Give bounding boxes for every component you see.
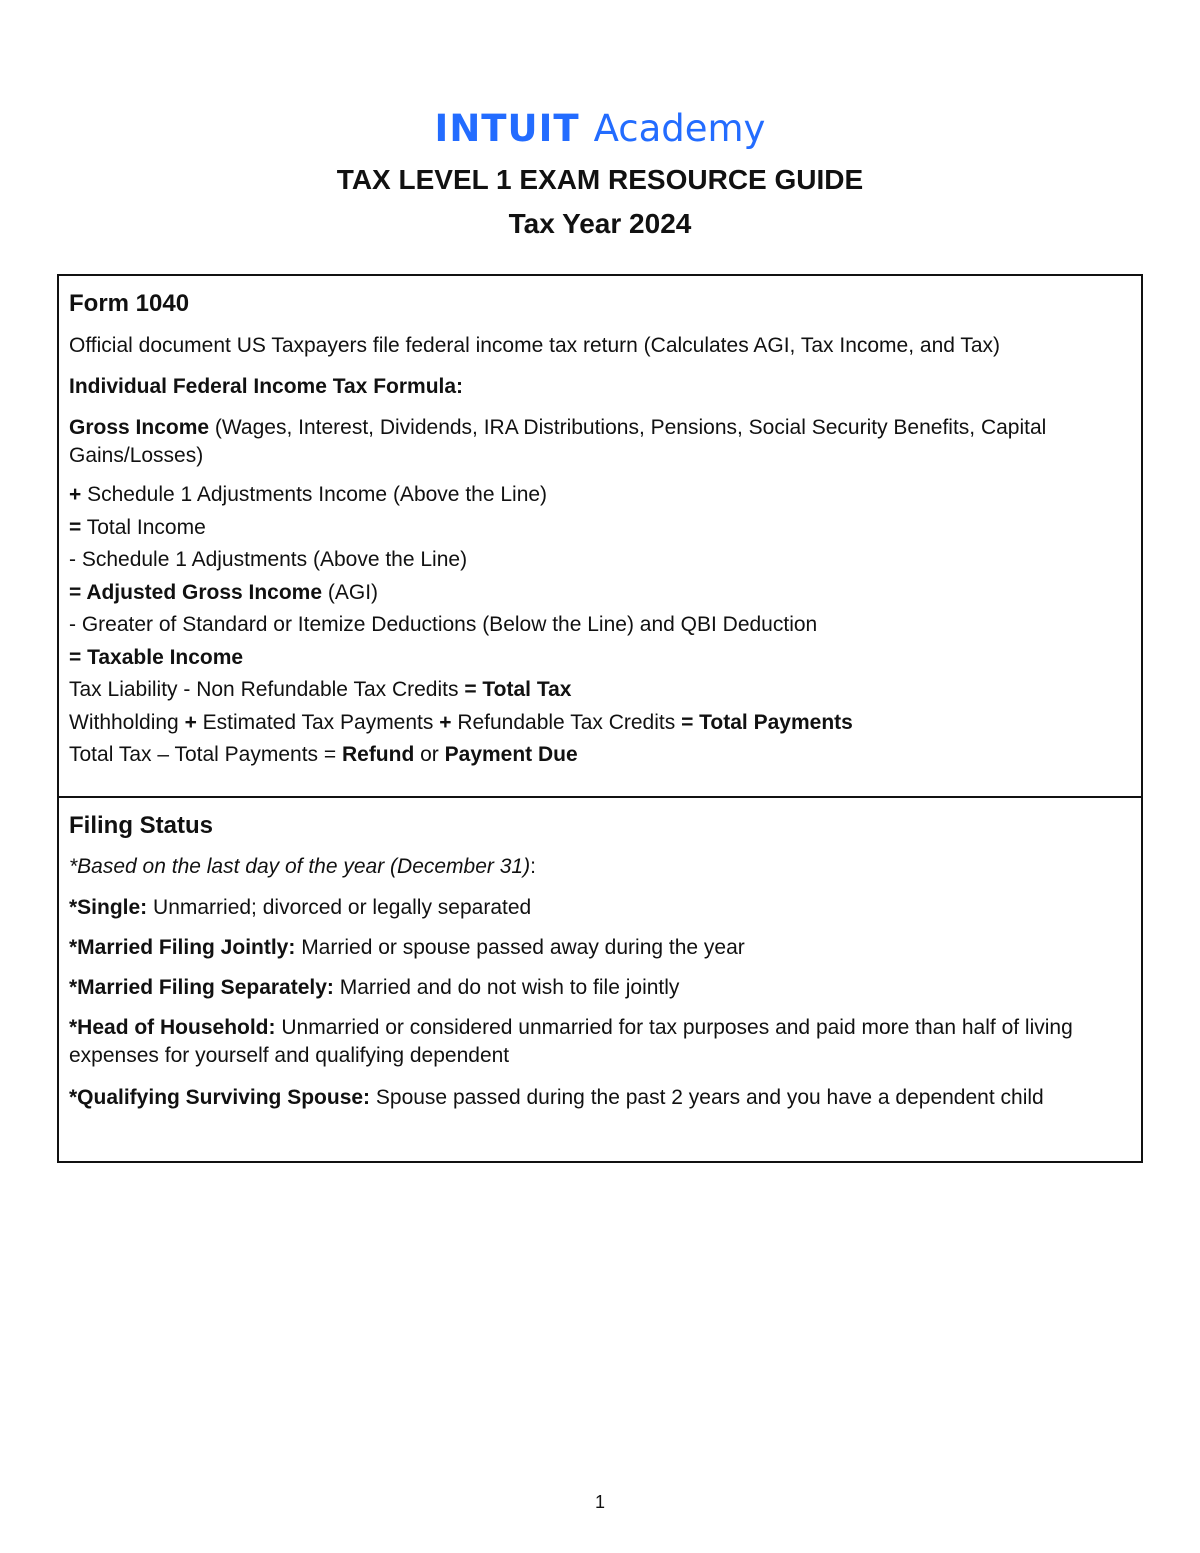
plus-operator: + <box>439 710 452 734</box>
formula-text: Total Income <box>81 515 206 539</box>
formula-line-total-income <box>69 512 1131 545</box>
logo-sub: Academy <box>593 107 766 150</box>
formula-text: or <box>414 743 445 766</box>
filing-status-label: *Qualifying Surviving Spouse: <box>69 1086 371 1109</box>
filing-status-label: *Married Filing Separately: <box>69 976 334 999</box>
filing-status-item <box>69 934 1121 962</box>
logo-brand: INTUIT <box>434 107 580 150</box>
formula-text: Estimated Tax Payments <box>196 710 440 734</box>
filing-status-text: Married or spouse passed away during the year <box>295 936 745 959</box>
content-frame <box>57 274 1143 1163</box>
formula-text: Schedule 1 Adjustments Income (Above the Line) <box>81 483 548 506</box>
filing-status-item <box>69 1014 1111 1070</box>
formula-line-agi <box>69 577 1131 610</box>
formula-line-deductions: - Greater of Standard or Itemize Deductions (Below the Line) and QBI Deduction <box>69 613 818 636</box>
document-subtitle: Tax Year 2024 <box>508 208 692 239</box>
filing-status-item <box>69 1084 1131 1112</box>
refund-label: Refund <box>341 743 415 766</box>
document-title: TAX LEVEL 1 EXAM RESOURCE GUIDE <box>336 164 864 195</box>
formula-text: Withholding <box>69 710 185 734</box>
filing-status-text: Married and do not wish to file jointly <box>333 976 680 999</box>
filing-status-note <box>69 853 536 881</box>
formula-line-total-tax <box>69 674 1131 707</box>
gross-income-line <box>69 414 1111 470</box>
filing-status-section <box>59 798 1141 1161</box>
formula-text: Tax Liability - Non Refundable Tax Credits <box>69 678 465 701</box>
plus-operator: + <box>69 483 82 506</box>
page-number: 1 <box>594 1492 605 1512</box>
filing-status-text: Unmarried; divorced or legally separated <box>147 896 532 919</box>
form-1040-section <box>59 276 1141 798</box>
filing-status-note-colon: : <box>530 855 536 878</box>
filing-status-label: *Head of Household: <box>69 1016 276 1039</box>
formula-line-taxable-income: = Taxable Income <box>69 645 244 669</box>
gross-income-label: Gross Income <box>69 416 210 439</box>
total-payments-label: = Total Payments <box>681 710 853 734</box>
formula-text: (AGI) <box>322 580 379 604</box>
filing-status-label: *Married Filing Jointly: <box>69 936 296 959</box>
formula-text: Total Tax – Total Payments = <box>69 743 342 766</box>
formula-lines <box>69 479 1131 772</box>
form-1040-description: Official document US Taxpayers file federal income tax return (Calculates AGI, Tax Income, and Tax) <box>69 334 1001 357</box>
plus-operator: + <box>184 710 197 734</box>
filing-status-item <box>69 894 1121 922</box>
intuit-academy-logo <box>0 104 1200 154</box>
filing-status-text: Spouse passed during the past 2 years and you have a dependent child <box>370 1086 1044 1109</box>
formula-heading: Individual Federal Income Tax Formula: <box>69 375 464 398</box>
filing-status-item <box>69 974 1121 1002</box>
filing-status-heading: Filing Status <box>69 812 213 839</box>
agi-label: = Adjusted Gross Income <box>69 580 323 604</box>
payment-due-label: Payment Due <box>444 743 578 766</box>
formula-line-adjustments-income <box>69 479 1131 512</box>
gross-income-detail: (Wages, Interest, Dividends, IRA Distributions, Pensions, Social Security Benefits, Capital Gains/Losses) <box>69 416 1047 467</box>
form-1040-heading: Form 1040 <box>69 290 190 317</box>
filing-status-note-text: *Based on the last day of the year (December 31) <box>69 855 531 878</box>
total-tax-label: = Total Tax <box>464 678 572 701</box>
equals-operator: = <box>69 515 82 539</box>
formula-line-total-payments <box>69 707 1131 740</box>
formula-line-refund <box>69 739 1131 772</box>
formula-text: Refundable Tax Credits <box>451 710 682 734</box>
filing-status-label: *Single: <box>69 896 148 919</box>
filing-status-text: Unmarried or considered unmarried for tax purposes and paid more than half of living expenses for yourself and qualifying dependent <box>69 1016 1073 1067</box>
formula-line-adjustments: - Schedule 1 Adjustments (Above the Line) <box>69 548 468 571</box>
